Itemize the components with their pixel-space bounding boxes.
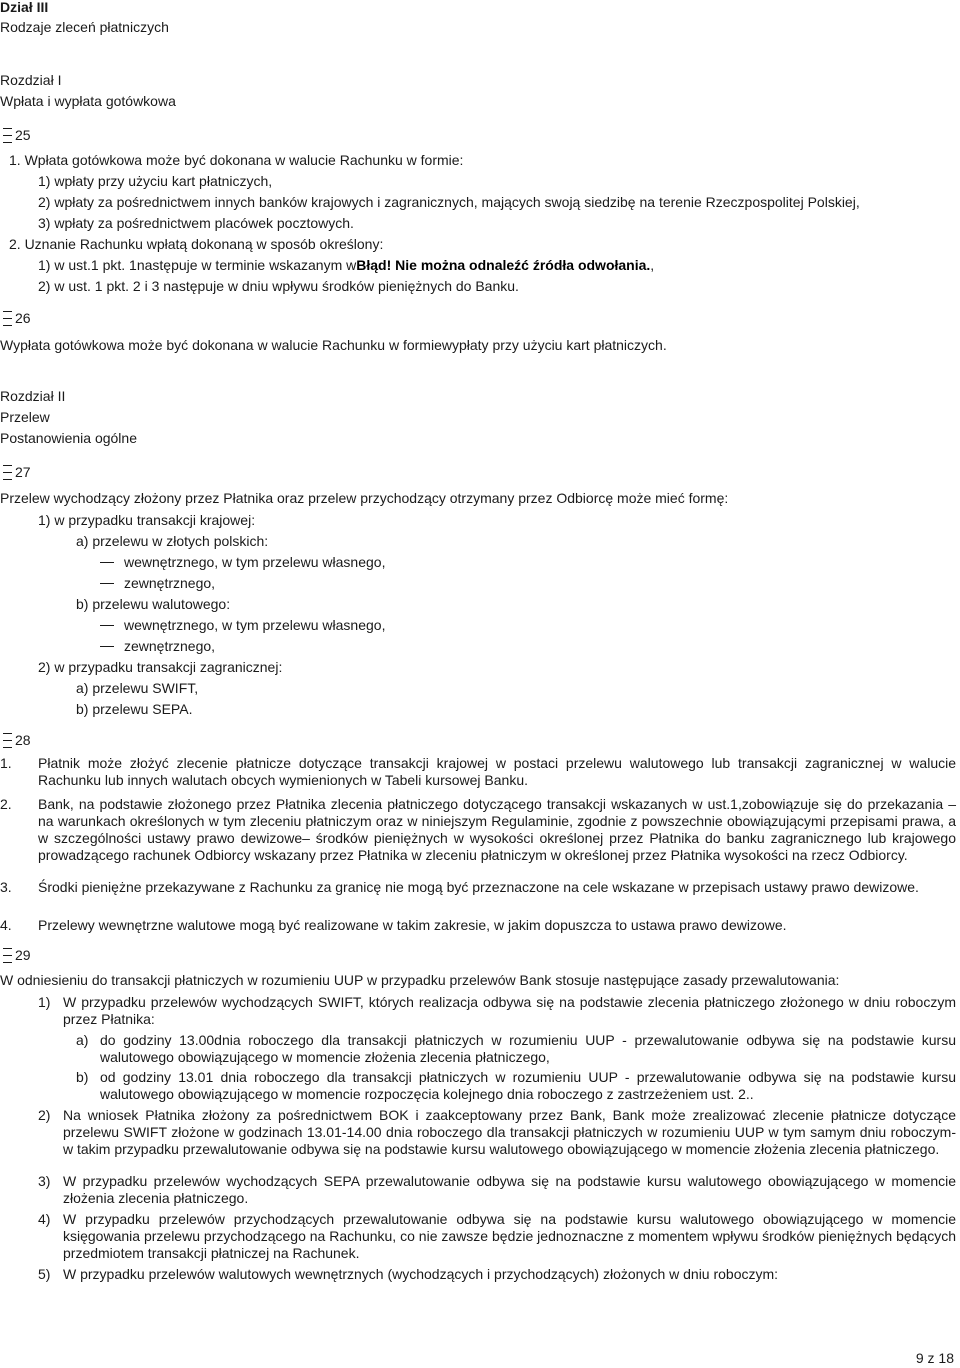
section-symbol-line — [3, 142, 12, 143]
section-symbol-line — [3, 128, 12, 129]
division-title: Dział III — [0, 0, 49, 15]
paragraph-number: 2. — [0, 796, 12, 812]
section-symbol-line — [3, 325, 12, 326]
dash-item-text: zewnętrznego, — [124, 638, 216, 654]
section-symbol-line — [3, 962, 12, 963]
section-26-marker — [0, 308, 40, 328]
list-item: a) przelewu SWIFT, — [76, 680, 199, 696]
dash-item — [100, 617, 500, 634]
section-symbol-line — [3, 733, 12, 734]
section-28-marker — [0, 730, 40, 750]
section-symbol-line — [3, 311, 12, 312]
dash-marker — [100, 625, 114, 626]
paragraph: Płatnik może złożyć zlecenie płatnicze dotyczące transakcji krajowej w postaci przelewu walutowego lub transakcji zagranicznej w walucie Rachunku lub innych walutach obcych wymienionych w Tabeli kursowej Banku. — [38, 755, 956, 788]
reference-error: Błąd! Nie można odnaleźć źródła odwołania. — [356, 257, 651, 273]
list-item: 2) wpłaty za pośrednictwem innych banków krajowych i zagranicznych, mających swoją siedzibę na terenie Rzeczpospolitej Polskiej, — [38, 194, 860, 210]
dash-item — [100, 554, 500, 571]
dash-item-text: wewnętrznego, w tym przelewu własnego, — [124, 617, 386, 633]
paragraph-number: 3. — [0, 879, 12, 895]
list-number: 2) — [38, 1107, 51, 1123]
list-item: W przypadku przelewów walutowych wewnętrznych (wychodzących i przychodzących) złożonych w dniu roboczym: — [63, 1266, 779, 1282]
section-symbol-line — [3, 740, 12, 741]
list-item-text: , — [650, 257, 655, 273]
paragraph: 1. Wpłata gotówkowa może być dokonana w walucie Rachunku w formie: — [9, 152, 464, 168]
paragraph: 2. Uznanie Rachunku wpłatą dokonaną w sposób określony: — [9, 236, 384, 252]
list-item: W przypadku przelewów wychodzących SEPA przewalutowanie odbywa się na podstawie kursu walutowego obowiązującego w momencie złożenia zlecenia płatniczego. — [63, 1173, 956, 1206]
chapter-title: Rozdział II — [0, 388, 66, 404]
section-symbol-line — [3, 135, 12, 136]
list-item: b) przelewu SEPA. — [76, 701, 193, 717]
section-25-marker — [0, 125, 40, 145]
list-item: 2) w ust. 1 pkt. 2 i 3 następuje w dniu wpływu środków pieniężnych do Banku. — [38, 278, 519, 294]
list-item: W przypadku przelewów wychodzących SWIFT, których realizacja odbywa się na podstawie zlecenia płatniczego złożonego w dniu roboczym przez Płatnika: — [63, 994, 956, 1027]
section-symbol-line — [3, 479, 12, 480]
paragraph: Bank, na podstawie złożonego przez Płatnika zlecenia płatniczego dotyczącego transakcji wskazanych w ust.1,zobowiązuje się do przekazania – na warunkach określonych w tym zleceniu płatniczym oraz w niniejszym Regulaminie, zgodnie z powszechnie obowiązującymi przepisami prawa, a w szczególności ustawy prawo dewizowe– środków pieniężnych w wysokości określonej przez Płatnika do banku zagranicznego lub krajowego prowadzącego rachunek Odbiorcy wskazany przez Płatnika w zleceniu płatniczym w określonej przez Płatnika wysokości na rzecz Odbiorcy. — [38, 796, 956, 863]
list-item: a) przelewu w złotych polskich: — [76, 533, 269, 549]
section-symbol-line — [3, 318, 12, 319]
list-item-text: 1) w ust.1 pkt. 1następuje w terminie wskazanym w — [38, 257, 357, 273]
paragraph: W odniesieniu do transakcji płatniczych w rozumieniu UUP w przypadku przelewów Bank stosuje następujące zasady przewalutowania: — [0, 972, 840, 988]
section-number: 27 — [15, 464, 31, 480]
paragraph: Przelewy wewnętrzne walutowe mogą być realizowane w takim zakresie, w jakim dopuszcza to ustawa prawo dewizowe. — [38, 917, 787, 933]
chapter-title: Rozdział I — [0, 72, 62, 88]
section-symbol-line — [3, 472, 12, 473]
list-item: 1) w przypadku transakcji krajowej: — [38, 512, 256, 528]
dash-marker — [100, 583, 114, 584]
list-number: 4) — [38, 1211, 51, 1227]
list-item: do godziny 13.00dnia roboczego dla transakcji płatniczych w rozumieniu UUP - przewalutowanie odbywa się na podstawie kursu walutowego obowiązującego w momencie złożenia zlecenia płatniczego, — [100, 1032, 956, 1065]
chapter-subtitle: Wpłata i wypłata gotówkowa — [0, 93, 176, 109]
section-symbol-line — [3, 747, 12, 748]
page-number: 9 z 18 — [915, 1350, 954, 1366]
section-symbol-line — [3, 948, 12, 949]
paragraph: Środki pieniężne przekazywane z Rachunku za granicę nie mogą być przeznaczone na cele wskazane w przepisach ustawy prawo dewizowe. — [38, 879, 919, 895]
list-item: b) przelewu walutowego: — [76, 596, 231, 612]
dash-item-text: wewnętrznego, w tym przelewu własnego, — [124, 554, 386, 570]
dash-item-text: zewnętrznego, — [124, 575, 216, 591]
list-item: 2) w przypadku transakcji zagranicznej: — [38, 659, 283, 675]
list-number: 3) — [38, 1173, 51, 1189]
section-number: 26 — [15, 310, 31, 326]
section-number: 29 — [15, 947, 31, 963]
section-symbol-line — [3, 465, 12, 466]
list-item — [38, 257, 654, 274]
list-item: 1) wpłaty przy użyciu kart płatniczych, — [38, 173, 273, 189]
list-number: 1) — [38, 994, 51, 1010]
section-number: 28 — [15, 732, 31, 748]
paragraph-number: 1. — [0, 755, 12, 771]
section-symbol-line — [3, 955, 12, 956]
section-number: 25 — [15, 127, 31, 143]
paragraph-number: 4. — [0, 917, 12, 933]
paragraph: Przelew wychodzący złożony przez Płatnika oraz przelew przychodzący otrzymany przez Odbiorcę może mieć formę: — [0, 490, 729, 506]
chapter-subtitle: Przelew — [0, 409, 50, 425]
list-number: b) — [76, 1069, 89, 1085]
chapter-subtitle: Postanowienia ogólne — [0, 430, 137, 446]
dash-marker — [100, 646, 114, 647]
division-subtitle: Rodzaje zleceń płatniczych — [0, 19, 169, 35]
dash-item — [100, 638, 500, 655]
list-item: 3) wpłaty za pośrednictwem placówek pocztowych. — [38, 215, 354, 231]
dash-item — [100, 575, 500, 592]
list-number: a) — [76, 1032, 89, 1048]
paragraph: Wypłata gotówkowa może być dokonana w walucie Rachunku w formiewypłaty przy użyciu kart płatniczych. — [0, 337, 667, 353]
list-item: W przypadku przelewów przychodzących przewalutowanie odbywa się na podstawie kursu walutowego obowiązującego w momencie księgowania przelewu przychodzącego na Rachunku, co nie zawsze będzie jednoznaczne z momentem wpływu środków pieniężnych będących przedmiotem transakcji płatniczej na Rachunek. — [63, 1211, 956, 1261]
section-27-marker — [0, 462, 40, 482]
list-number: 5) — [38, 1266, 51, 1282]
list-item: Na wniosek Płatnika złożony za pośrednictwem BOK i zaakceptowany przez Bank, Bank może zrealizować zlecenie płatnicze dotyczące przelewu SWIFT złożone w godzinach 13.01-14.00 dnia roboczego dla transakcji płatniczych w rozumieniu UUP w tym samym dniu roboczym- w takim przypadku przewalutowanie odbywa się na podstawie kursu walutowego obowiązującego w momencie złożenia zlecenia płatniczego. — [63, 1107, 956, 1157]
dash-marker — [100, 562, 114, 563]
section-29-marker — [0, 945, 40, 965]
list-item: od godziny 13.01 dnia roboczego dla transakcji płatniczych w rozumieniu UUP - przewalutowanie odbywa się na podstawie kursu walutowego obowiązującego w momencie rozpoczęcia kolejnego dnia roboczego z zastrzeżeniem ust. 2.. — [100, 1069, 956, 1102]
